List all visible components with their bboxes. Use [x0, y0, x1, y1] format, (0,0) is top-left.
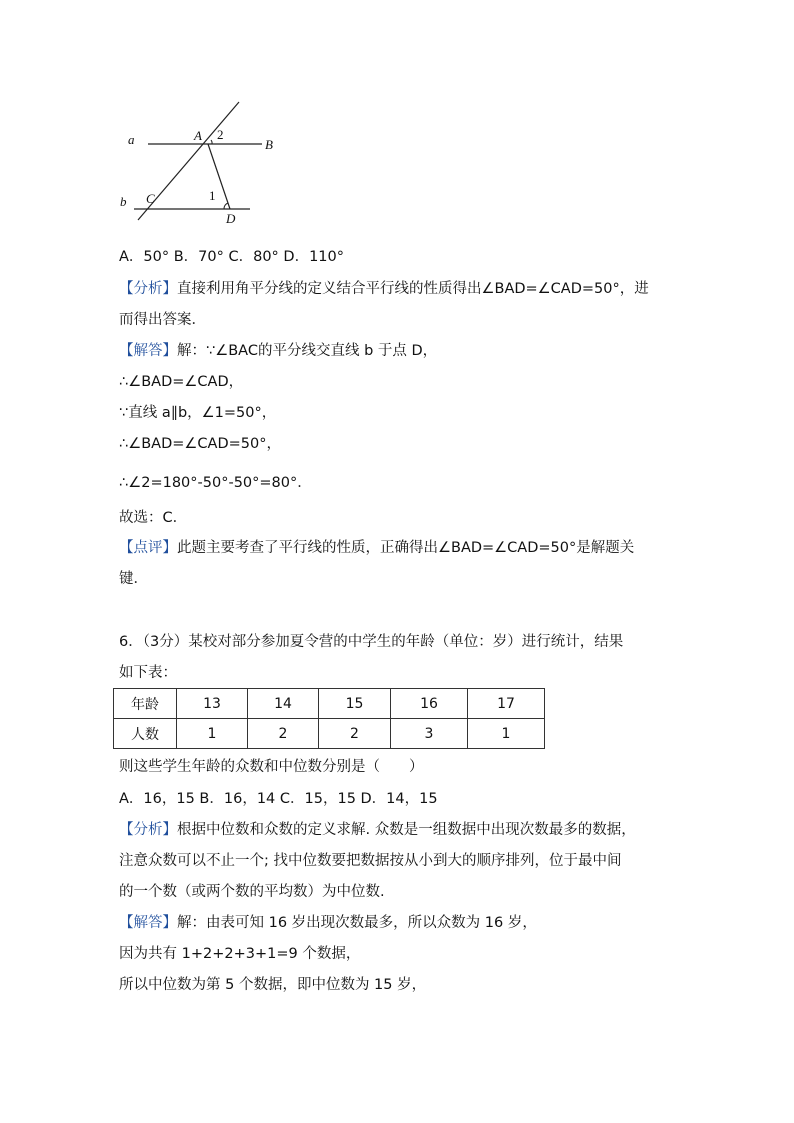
label-b: b — [120, 194, 127, 209]
table-header-age: 年龄 — [114, 689, 177, 719]
q6-analysis-line3: 的一个数（或两个数的平均数）为中位数. — [119, 884, 385, 900]
q5-solution-line3: ∵直线 a∥b，∠1=50°， — [119, 405, 277, 421]
q5-comment-text: 此题主要考查了平行线的性质，正确得出∠BAD=∠CAD=50°是解题关 — [177, 540, 635, 556]
table-cell: 1 — [468, 719, 545, 749]
q6-analysis-line2: 注意众数可以不止一个; 找中位数要把数据按从小到大的顺序排列，位于最中间 — [119, 853, 622, 869]
label-angle-2: 2 — [217, 127, 224, 142]
label-a: a — [128, 132, 135, 147]
solution-tag: 【解答】 — [119, 915, 177, 931]
angle-1-arc — [224, 203, 228, 209]
label-A: A — [194, 128, 202, 143]
table-cell: 16 — [391, 689, 468, 719]
age-table — [113, 688, 545, 749]
table-cell: 1 — [177, 719, 248, 749]
table-cell: 3 — [391, 719, 468, 749]
label-D: D — [226, 211, 236, 226]
comment-tag: 【点评】 — [119, 540, 177, 556]
q6-stem: 6．（3分）某校对部分参加夏令营的中学生的年龄（单位：岁）进行统计，结果 — [119, 634, 624, 650]
solution-tag: 【解答】 — [119, 343, 177, 359]
q6-stem-line2: 如下表： — [119, 665, 177, 681]
q6-solution — [119, 913, 537, 933]
q5-solution-text: 解：∵∠BAC的平分线交直线 b 于点 D， — [177, 343, 438, 359]
table-header-count: 人数 — [114, 719, 177, 749]
table-row — [114, 689, 545, 719]
table-cell: 15 — [319, 689, 391, 719]
q5-solution-line4: ∴∠BAD=∠CAD=50°， — [119, 436, 281, 452]
q5-solution — [119, 341, 437, 361]
q5-analysis-line2: 而得出答案． — [119, 312, 206, 328]
table-cell: 17 — [468, 689, 545, 719]
q5-solution-line5: ∴∠2=180°-50°-50°=80°． — [119, 475, 312, 491]
q6-analysis — [119, 820, 636, 840]
angle-2-arc — [211, 140, 212, 144]
table-cell: 2 — [319, 719, 391, 749]
q5-analysis-text: 直接利用角平分线的定义结合平行线的性质得出∠BAD=∠CAD=50°，进 — [177, 281, 649, 297]
q6-solution-text: 解：由表可知 16 岁出现次数最多，所以众数为 16 岁， — [177, 915, 537, 931]
table-cell: 13 — [177, 689, 248, 719]
analysis-tag: 【分析】 — [119, 822, 177, 838]
q5-solution-line2: ∴∠BAD=∠CAD， — [119, 374, 244, 390]
q6-solution-line2: 因为共有 1+2+2+3+1=9 个数据， — [119, 946, 361, 962]
analysis-tag: 【分析】 — [119, 281, 177, 297]
q6-question: 则这些学生年龄的众数和中位数分别是（ ） — [119, 759, 424, 775]
q5-choose: 故选：C． — [119, 510, 188, 526]
q5-comment-line2: 键． — [119, 571, 148, 587]
label-angle-1: 1 — [209, 188, 216, 203]
q6-analysis-text: 根据中位数和众数的定义求解. 众数是一组数据中出现次数最多的数据， — [177, 822, 636, 838]
q6-solution-line3: 所以中位数为第 5 个数据，即中位数为 15 岁， — [119, 977, 427, 993]
table-cell: 2 — [248, 719, 319, 749]
label-B: B — [265, 137, 273, 152]
q5-options: A．50° B．70° C．80° D．110° — [119, 249, 345, 265]
geometry-figure — [112, 96, 312, 231]
q5-comment — [119, 538, 634, 558]
label-C: C — [146, 191, 155, 206]
table-row — [114, 719, 545, 749]
q6-options: A．16，15 B．16，14 C．15，15 D．14，15 — [119, 791, 438, 807]
q5-analysis — [119, 279, 649, 299]
table-cell: 14 — [248, 689, 319, 719]
